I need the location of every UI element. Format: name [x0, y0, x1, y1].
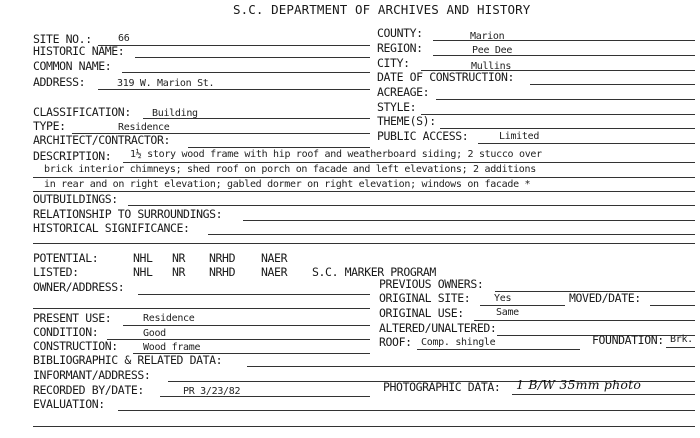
- site-no-value: 66: [118, 33, 130, 44]
- evaluation-label: EVALUATION:: [33, 397, 105, 411]
- bibliographic-label: BIBLIOGRAPHIC & RELATED DATA:: [33, 353, 223, 367]
- description-label: DESCRIPTION:: [33, 149, 112, 163]
- relationship-line: [243, 220, 695, 221]
- form-header: S.C. DEPARTMENT OF ARCHIVES AND HISTORY: [233, 2, 531, 17]
- public-access-line: [478, 143, 695, 144]
- description-text-3: in rear and on right elevation; gabled dormer on right elevation; windows on facade *: [44, 179, 531, 190]
- roof-value: Comp. shingle: [421, 337, 496, 348]
- construction-value: Wood frame: [143, 342, 201, 353]
- owner-address-line-2: [33, 308, 370, 309]
- city-value: Mullins: [471, 61, 512, 72]
- architect-label: ARCHITECT/CONTRACTOR:: [33, 133, 170, 147]
- outbuildings-line: [128, 205, 695, 206]
- roof-label: ROOF:: [379, 335, 412, 349]
- county-value: Marion: [470, 31, 505, 42]
- photographic-line: [512, 394, 695, 395]
- section-divider: [33, 243, 695, 244]
- description-text-2: brick interior chimneys; shed roof on porch on facade and left elevations; 2 additions: [44, 164, 536, 175]
- moved-date-label: MOVED/DATE:: [569, 291, 641, 305]
- style-label: STYLE:: [377, 100, 417, 114]
- altered-label: ALTERED/UNALTERED:: [379, 321, 497, 335]
- listed-nr: NR: [172, 265, 186, 279]
- description-line-1: [123, 162, 695, 163]
- public-access-label: PUBLIC ACCESS:: [377, 129, 469, 143]
- site-no-line: [98, 45, 370, 46]
- listed-nhl: NHL: [133, 265, 153, 279]
- condition-label: CONDITION:: [33, 325, 99, 339]
- original-site-line: [480, 305, 565, 306]
- classification-label: CLASSIFICATION:: [33, 105, 131, 119]
- evaluation-line-2: [33, 426, 695, 427]
- foundation-value: Brk.: [670, 334, 693, 345]
- date-of-construction-label: DATE OF CONSTRUCTION:: [377, 70, 514, 84]
- acreage-label: ACREAGE:: [377, 85, 430, 99]
- evaluation-line: [118, 410, 695, 411]
- region-value: Pee Dee: [472, 45, 513, 56]
- present-use-value: Residence: [143, 313, 195, 324]
- recorded-by-value: PR 3/23/82: [183, 386, 241, 397]
- description-text-1: 1½ story wood frame with hip roof and weatherboard siding; 2 stucco over: [130, 149, 542, 160]
- listed-naer: NAER: [261, 265, 288, 279]
- present-use-label: PRESENT USE:: [33, 311, 112, 325]
- city-label: CITY:: [377, 56, 410, 70]
- original-use-line: [474, 320, 695, 321]
- present-use-line: [123, 325, 370, 326]
- moved-date-line: [650, 305, 695, 306]
- original-use-value: Same: [496, 307, 519, 318]
- address-label: ADDRESS:: [33, 75, 86, 89]
- foundation-line: [666, 347, 695, 348]
- potential-label: POTENTIAL:: [33, 251, 99, 265]
- acreage-line: [436, 99, 695, 100]
- site-no-label: SITE NO.:: [33, 32, 92, 46]
- condition-value: Good: [143, 328, 166, 339]
- county-label: COUNTY:: [377, 26, 423, 40]
- description-line-3: [33, 191, 695, 192]
- potential-nhl: NHL: [133, 251, 153, 265]
- style-line: [421, 114, 695, 115]
- themes-line: [440, 128, 695, 129]
- photographic-value: 1 B/W 35mm photo: [516, 377, 642, 392]
- outbuildings-label: OUTBUILDINGS:: [33, 192, 118, 206]
- roof-line: [417, 349, 580, 350]
- original-site-label: ORIGINAL SITE:: [379, 291, 471, 305]
- potential-nrhd: NRHD: [209, 251, 236, 265]
- listed-label: LISTED:: [33, 265, 79, 279]
- recorded-by-label: RECORDED BY/DATE:: [33, 383, 144, 397]
- bibliographic-line: [247, 366, 695, 367]
- date-of-construction-line: [530, 84, 695, 85]
- region-label: REGION:: [377, 41, 423, 55]
- address-value: 319 W. Marion St.: [117, 78, 215, 89]
- listed-nrhd: NRHD: [209, 265, 236, 279]
- classification-value: Building: [152, 108, 198, 119]
- foundation-label: FOUNDATION:: [592, 333, 664, 347]
- architect-line: [188, 147, 370, 148]
- potential-naer: NAER: [261, 251, 288, 265]
- historic-name-label: HISTORIC NAME:: [33, 44, 125, 58]
- type-label: TYPE:: [33, 119, 66, 133]
- photographic-label: PHOTOGRAPHIC DATA:: [383, 380, 501, 394]
- common-name-line: [122, 72, 370, 73]
- construction-label: CONSTRUCTION:: [33, 339, 118, 353]
- historic-name-line: [135, 57, 370, 58]
- owner-address-line: [138, 294, 370, 295]
- description-line-2: [33, 177, 695, 178]
- owner-address-label: OWNER/ADDRESS:: [33, 280, 125, 294]
- previous-owners-label: PREVIOUS OWNERS:: [379, 277, 484, 291]
- type-value: Residence: [118, 122, 170, 133]
- informant-label: INFORMANT/ADDRESS:: [33, 368, 151, 382]
- common-name-label: COMMON NAME:: [33, 59, 112, 73]
- historical-significance-line: [208, 234, 695, 235]
- public-access-value: Limited: [499, 131, 540, 142]
- relationship-label: RELATIONSHIP TO SURROUNDINGS:: [33, 207, 223, 221]
- themes-label: THEME(S):: [377, 114, 436, 128]
- potential-nr: NR: [172, 251, 186, 265]
- original-use-label: ORIGINAL USE:: [379, 306, 464, 320]
- marker-program-label: S.C. MARKER PROGRAM: [312, 265, 436, 279]
- original-site-value: Yes: [494, 293, 512, 304]
- historical-significance-label: HISTORICAL SIGNIFICANCE:: [33, 221, 190, 235]
